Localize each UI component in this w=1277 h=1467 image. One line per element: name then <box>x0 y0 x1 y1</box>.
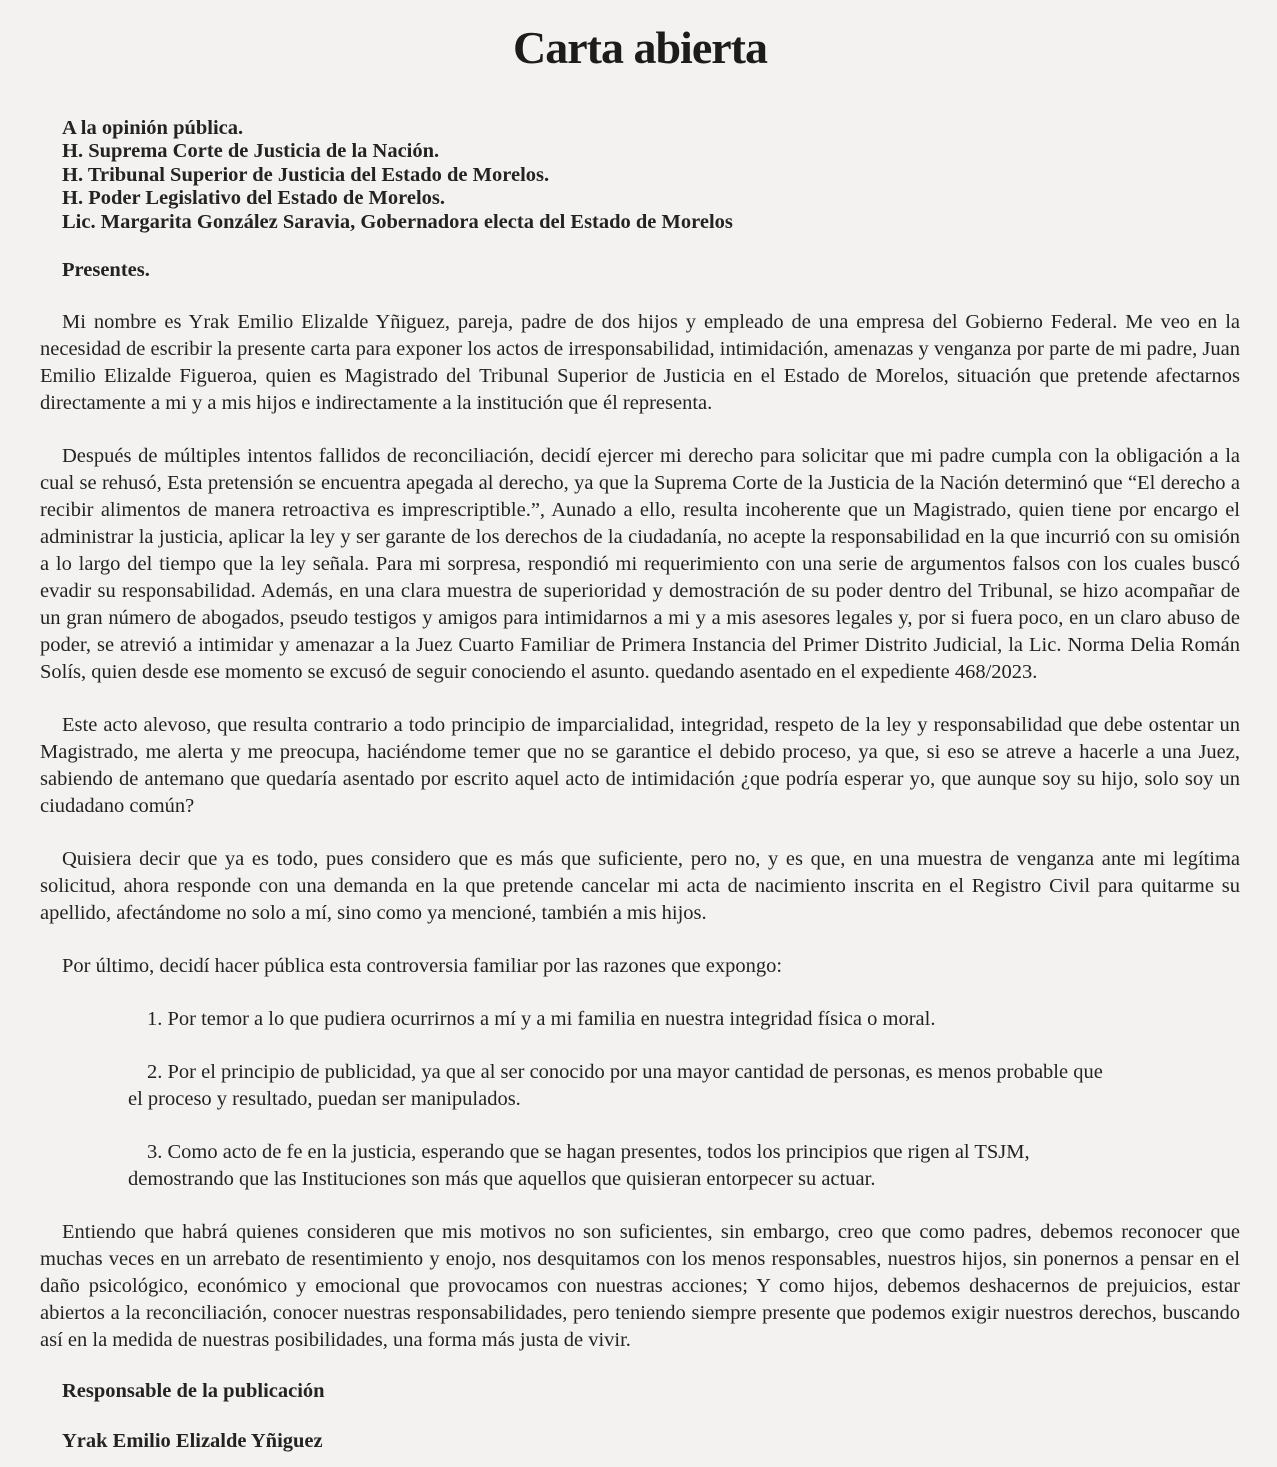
publication-responsible-label: Responsable de la publicación <box>62 1379 325 1402</box>
list-item-reason-1 <box>128 1006 1103 1033</box>
list-item-text: Por el principio de publicidad, ya que al ser conocido por una mayor cantidad de personas, es menos probable que el proceso y resultado, puedan ser manipulados. <box>128 1060 1103 1110</box>
salutation: Presentes. <box>62 259 150 282</box>
paragraph-reconciliation-attempts: Después de múltiples intentos fallidos de reconciliación, decidí ejercer mi derecho para solicitar que mi padre cumpla con la obligación a la cual se rehusó, Esta pretensión se encuentra apegada al derecho, ya que la Suprema Corte de la Justicia de la Nación determinó que “El derecho a recibir alimentos de manera retroactiva es imprescriptible.”, Aunado a ello, resulta incoherente que un Magistrado, quien tiene por encargo el administrar la justicia, aplicar la ley y ser garante de los derechos de la ciudadanía, no acepte la responsabilidad en la que incurrió con su omisión a lo largo del tiempo que la ley señala. Para mi sorpresa, respondió mi requerimiento con una serie de argumentos falsos con los cuales buscó evadir su responsabilidad. Además, en una clara muestra de superioridad y demostración de su poder dentro del Tribunal, se hizo acompañar de un gran número de abogados, pseudo testigos y amigos para intimidarnos a mi y a mis asesores legales y, por si fuera poco, en un claro abuso de poder, se atrevió a intimidar y amenazar a la Juez Cuarto Familiar de Primera Instancia del Primer Distrito Judicial, la Lic. Norma Delia Román Solís, quien desde ese momento se excusó de seguir conociendo el asunto. quedando asentado en el expediente 468/2023. <box>40 444 1240 683</box>
list-item-number: 3. <box>147 1140 163 1163</box>
paragraph-introduction: Mi nombre es Yrak Emilio Elizalde Yñiguez, pareja, padre de dos hijos y empleado de una empresa del Gobierno Federal. Me veo en la necesidad de escribir la presente carta para exponer los actos de irresponsabilidad, intimidación, amenazas y venganza por parte de mi padre, Juan Emilio Elizalde Figueroa, quien es Magistrado del Tribunal Superior de Justicia en el Estado de Morelos, situación que pretende afectarnos directamente a mi y a mis hijos e indirectamente a la institución que él representa. <box>40 310 1240 414</box>
paragraph-revenge-lawsuit: Quisiera decir que ya es todo, pues considero que es más que suficiente, pero no, y es que, en una muestra de venganza ante mi legítima solicitud, ahora responde con una demanda en la que pretende cancelar mi acta de nacimiento inscrita en el Registro Civil para quitarme su apellido, afectándome no solo a mí, sino como ya mencioné, también a mis hijos. <box>40 847 1240 924</box>
list-item-number: 2. <box>147 1060 163 1083</box>
recipient-line-governor-elect: Lic. Margarita González Saravia, Gobernadora electa del Estado de Morelos <box>62 210 733 233</box>
list-item-text: Por temor a lo que pudiera ocurrirnos a mí y a mi familia en nuestra integridad física o moral. <box>167 1007 936 1030</box>
recipient-line-supreme-court: H. Suprema Corte de Justicia de la Nación. <box>62 140 440 163</box>
list-item-reason-2 <box>128 1059 1103 1113</box>
recipient-line-public-opinion: A la opinión pública. <box>62 116 244 139</box>
paragraph-due-process-concern: Este acto alevoso, que resulta contrario a todo principio de imparcialidad, integridad, respeto de la ley y responsabilidad que debe ostentar un Magistrado, me alerta y me preocupa, haciéndome temer que no se garantice el debido proceso, ya que, si eso se atreve a hacerle a una Juez, sabiendo de antemano que quedaría asentado por escrito aquel acto de intimidación ¿que podría esperar yo, que aunque soy su hijo, solo soy un ciudadano común? <box>40 713 1240 817</box>
recipient-line-legislative-power: H. Poder Legislativo del Estado de Morelos. <box>62 187 446 210</box>
recipient-line-superior-tribunal: H. Tribunal Superior de Justicia del Estado de Morelos. <box>62 163 550 186</box>
page-title: Carta abierta <box>513 22 767 73</box>
recipient-list <box>40 117 1240 235</box>
paragraph-final-reflection: Entiendo que habrá quienes consideren que mis motivos no son suficientes, sin embargo, creo que como padres, debemos reconocer que muchas veces en un arrebato de resentimiento y enojo, nos desquitamos con los menos responsables, nuestros hijos, sin ponernos a pensar en el daño psicológico, económico y emocional que provocamos con nuestras acciones; Y como hijos, debemos deshacernos de prejuicios, estar abiertos a la reconciliación, conocer nuestras responsabilidades, pero teniendo siempre presente que podemos exigir nuestros derechos, buscando así en la medida de nuestras posibilidades, una forma más justa de vivir. <box>40 1220 1240 1351</box>
list-item-text: Como acto de fe en la justicia, esperando que se hagan presentes, todos los principios que rigen al TSJM, demostrando que las Instituciones son más que aquellos que quisieran entorpecer su actuar. <box>128 1140 1030 1190</box>
signature-name: Yrak Emilio Elizalde Yñiguez <box>62 1429 323 1452</box>
paragraph-reasons-intro: Por último, decidí hacer pública esta controversia familiar por las razones que expongo: <box>62 954 783 977</box>
list-item-reason-3 <box>128 1139 1103 1193</box>
reasons-list <box>128 1006 1103 1193</box>
list-item-number: 1. <box>147 1007 163 1030</box>
